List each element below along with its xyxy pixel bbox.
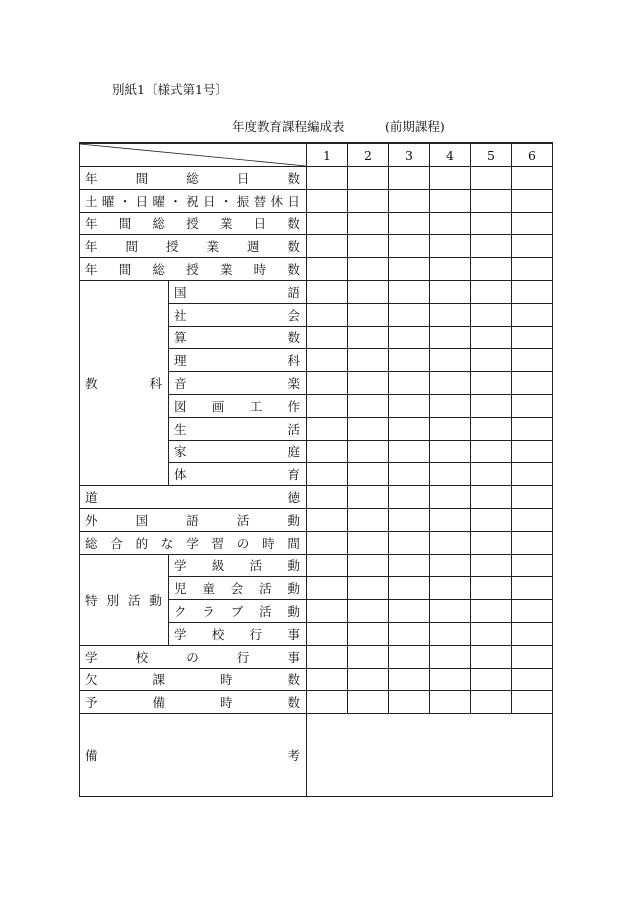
input-cell[interactable] [389,258,430,281]
input-cell[interactable] [389,622,430,645]
input-cell[interactable] [430,349,471,372]
remarks-label-cell [80,714,307,797]
remarks-label: 備 考 [85,748,300,764]
input-cell[interactable] [512,235,553,258]
input-cell[interactable] [512,189,553,212]
special-activity-label: 学 校 行 事 [174,626,300,642]
row-annual-days-label: 年 間 総 日 数 [85,170,300,186]
input-cell[interactable] [512,691,553,714]
input-cell[interactable] [348,577,389,600]
subject-1 [169,303,307,326]
input-cell[interactable] [471,691,512,714]
input-cell[interactable] [389,440,430,463]
input-cell[interactable] [389,235,430,258]
row-integrated-study [80,531,307,554]
row-holidays-label: 土 曜 ・ 日 曜 ・ 祝 日 ・ 振 替 休 日 [85,193,300,209]
input-cell[interactable] [430,326,471,349]
input-cell[interactable] [389,668,430,691]
input-cell[interactable] [348,554,389,577]
input-cell[interactable] [512,440,553,463]
input-cell[interactable] [389,577,430,600]
input-cell[interactable] [512,167,553,190]
header-row [80,143,553,167]
subject-label: 図 画 工 作 [174,398,300,414]
input-cell[interactable] [389,554,430,577]
special-activities-cell-label: 特 別 活 動 [85,592,162,608]
input-cell[interactable] [471,440,512,463]
input-cell[interactable] [389,303,430,326]
input-cell[interactable] [430,691,471,714]
grade-col-5: 5 [471,143,512,167]
input-cell[interactable] [348,303,389,326]
row-foreign-language [80,508,307,531]
subject-6 [169,417,307,440]
input-cell[interactable] [389,463,430,486]
input-cell[interactable] [471,349,512,372]
input-cell[interactable] [389,531,430,554]
input-cell[interactable] [471,258,512,281]
input-cell[interactable] [389,349,430,372]
special-activity-label: 学 級 活 動 [174,558,300,574]
input-cell[interactable] [389,600,430,623]
input-cell[interactable] [307,349,348,372]
subject-0 [169,280,307,303]
grade-col-1: 1 [307,143,348,167]
input-cell[interactable] [348,463,389,486]
special-activities-cell [80,554,169,645]
input-cell[interactable] [307,486,348,509]
subjects-group-cell-label: 教 科 [85,376,162,392]
table-row [80,258,553,281]
input-cell[interactable] [471,531,512,554]
table-row [80,645,553,668]
row-absence-hours [80,668,307,691]
input-cell[interactable] [430,394,471,417]
subject-label: 音 楽 [174,376,300,392]
input-cell[interactable] [307,326,348,349]
row-spare-hours [80,691,307,714]
table-row [80,189,553,212]
input-cell[interactable] [389,486,430,509]
input-cell[interactable] [389,212,430,235]
input-cell[interactable] [348,326,389,349]
table-row [80,167,553,190]
special-activity-1 [169,577,307,600]
input-cell[interactable] [348,486,389,509]
input-cell[interactable] [430,486,471,509]
input-cell[interactable] [307,212,348,235]
subject-3 [169,349,307,372]
row-absence-hours-label: 欠 課 時 数 [85,672,300,688]
row-annual-class-weeks-label: 年 間 授 業 週 数 [85,239,300,255]
subject-4 [169,372,307,395]
input-cell[interactable] [348,280,389,303]
form-reference: 別紙1〔様式第1号〕 [112,82,228,97]
input-cell[interactable] [307,508,348,531]
input-cell[interactable] [512,645,553,668]
input-cell[interactable] [430,212,471,235]
input-cell[interactable] [307,189,348,212]
input-cell[interactable] [307,622,348,645]
special-activity-3 [169,622,307,645]
input-cell[interactable] [348,258,389,281]
input-cell[interactable] [307,668,348,691]
curriculum-table [79,142,553,797]
subjects-group-cell [80,280,169,485]
input-cell[interactable] [307,167,348,190]
input-cell[interactable] [512,372,553,395]
input-cell[interactable] [430,235,471,258]
input-cell[interactable] [471,189,512,212]
input-cell[interactable] [430,463,471,486]
input-cell[interactable] [348,668,389,691]
diagonal-corner-cell [80,143,307,167]
input-cell[interactable] [471,486,512,509]
input-cell[interactable] [389,280,430,303]
input-cell[interactable] [389,691,430,714]
input-cell[interactable] [389,167,430,190]
input-cell[interactable] [471,463,512,486]
input-cell[interactable] [348,189,389,212]
row-school-events [80,645,307,668]
input-cell[interactable] [348,235,389,258]
grade-col-4: 4 [430,143,471,167]
input-cell[interactable] [307,531,348,554]
input-cell[interactable] [307,394,348,417]
input-cell[interactable] [307,440,348,463]
input-cell[interactable] [471,280,512,303]
input-cell[interactable] [430,600,471,623]
table-row [80,235,553,258]
table-row [80,691,553,714]
input-cell[interactable] [348,508,389,531]
input-cell[interactable] [512,600,553,623]
input-cell[interactable] [471,600,512,623]
input-cell[interactable] [307,280,348,303]
input-cell[interactable] [471,326,512,349]
special-activity-2 [169,600,307,623]
input-cell[interactable] [389,645,430,668]
input-cell[interactable] [389,372,430,395]
row-integrated-study-label: 総 合 的 な 学 習 の 時 間 [85,535,300,551]
table-row [80,668,553,691]
input-cell[interactable] [471,577,512,600]
input-cell[interactable] [512,622,553,645]
input-cell[interactable] [512,668,553,691]
input-cell[interactable] [348,531,389,554]
input-cell[interactable] [348,349,389,372]
input-cell[interactable] [430,668,471,691]
period-label: (前期課程) [385,119,445,134]
table-row [80,280,553,303]
table-row [80,212,553,235]
subject-label: 生 活 [174,421,300,437]
input-cell[interactable] [512,303,553,326]
input-cell[interactable] [307,691,348,714]
input-cell[interactable] [348,212,389,235]
input-cell[interactable] [512,349,553,372]
input-cell[interactable] [471,372,512,395]
input-cell[interactable] [471,645,512,668]
input-cell[interactable] [471,622,512,645]
input-cell[interactable] [348,600,389,623]
subject-label: 算 数 [174,330,300,346]
input-cell[interactable] [348,372,389,395]
input-cell[interactable] [307,417,348,440]
input-cell[interactable] [512,280,553,303]
input-cell[interactable] [389,508,430,531]
row-annual-days [80,167,307,190]
remarks-input[interactable] [307,714,553,797]
input-cell[interactable] [512,463,553,486]
input-cell[interactable] [307,372,348,395]
input-cell[interactable] [348,622,389,645]
row-moral-label: 道 徳 [85,490,300,506]
input-cell[interactable] [430,508,471,531]
input-cell[interactable] [430,531,471,554]
input-cell[interactable] [389,417,430,440]
subject-label: 体 育 [174,467,300,483]
remarks-row [80,714,553,797]
input-cell[interactable] [471,167,512,190]
grade-col-2: 2 [348,143,389,167]
input-cell[interactable] [471,235,512,258]
table-row [80,531,553,554]
input-cell[interactable] [471,394,512,417]
subject-label: 家 庭 [174,444,300,460]
page-title: 年度教育課程編成表 [232,119,345,134]
input-cell[interactable] [512,508,553,531]
input-cell[interactable] [512,486,553,509]
input-cell[interactable] [307,463,348,486]
input-cell[interactable] [430,167,471,190]
input-cell[interactable] [471,554,512,577]
diagonal-line-icon [80,144,306,166]
input-cell[interactable] [430,622,471,645]
input-cell[interactable] [389,326,430,349]
row-annual-class-hours-label: 年 間 総 授 業 時 数 [85,262,300,278]
subject-8 [169,463,307,486]
table-row [80,554,553,577]
input-cell[interactable] [471,668,512,691]
row-annual-class-days-label: 年 間 総 授 業 日 数 [85,216,300,232]
input-cell[interactable] [430,645,471,668]
table-row [80,508,553,531]
table-row [80,486,553,509]
row-annual-class-weeks [80,235,307,258]
subject-5 [169,394,307,417]
input-cell[interactable] [471,417,512,440]
input-cell[interactable] [307,554,348,577]
input-cell[interactable] [307,258,348,281]
special-activity-label: 児 童 会 活 動 [174,581,300,597]
row-holidays [80,189,307,212]
input-cell[interactable] [430,258,471,281]
grade-col-3: 3 [389,143,430,167]
input-cell[interactable] [471,303,512,326]
input-cell[interactable] [512,394,553,417]
input-cell[interactable] [430,577,471,600]
input-cell[interactable] [430,417,471,440]
input-cell[interactable] [471,508,512,531]
input-cell[interactable] [307,303,348,326]
input-cell[interactable] [348,645,389,668]
subject-label: 理 科 [174,353,300,369]
input-cell[interactable] [348,691,389,714]
row-school-events-label: 学 校 の 行 事 [85,649,300,665]
input-cell[interactable] [512,326,553,349]
subject-2 [169,326,307,349]
input-cell[interactable] [430,189,471,212]
input-cell[interactable] [512,212,553,235]
input-cell[interactable] [430,372,471,395]
input-cell[interactable] [348,440,389,463]
input-cell[interactable] [307,235,348,258]
input-cell[interactable] [471,212,512,235]
input-cell[interactable] [512,531,553,554]
input-cell[interactable] [348,417,389,440]
input-cell[interactable] [512,258,553,281]
input-cell[interactable] [512,577,553,600]
subject-label: 社 会 [174,307,300,323]
subject-7 [169,440,307,463]
special-activity-label: ク ラ ブ 活 動 [174,604,300,620]
input-cell[interactable] [430,554,471,577]
row-annual-class-hours [80,258,307,281]
input-cell[interactable] [389,394,430,417]
subject-label: 国 語 [174,284,300,300]
input-cell[interactable] [430,440,471,463]
row-moral [80,486,307,509]
input-cell[interactable] [348,167,389,190]
special-activity-0 [169,554,307,577]
input-cell[interactable] [307,600,348,623]
input-cell[interactable] [389,189,430,212]
grade-col-6: 6 [512,143,553,167]
input-cell[interactable] [307,577,348,600]
input-cell[interactable] [430,280,471,303]
row-spare-hours-label: 予 備 時 数 [85,695,300,711]
input-cell[interactable] [512,554,553,577]
input-cell[interactable] [348,394,389,417]
input-cell[interactable] [430,303,471,326]
input-cell[interactable] [307,645,348,668]
row-foreign-language-label: 外 国 語 活 動 [85,512,300,528]
row-annual-class-days [80,212,307,235]
input-cell[interactable] [512,417,553,440]
